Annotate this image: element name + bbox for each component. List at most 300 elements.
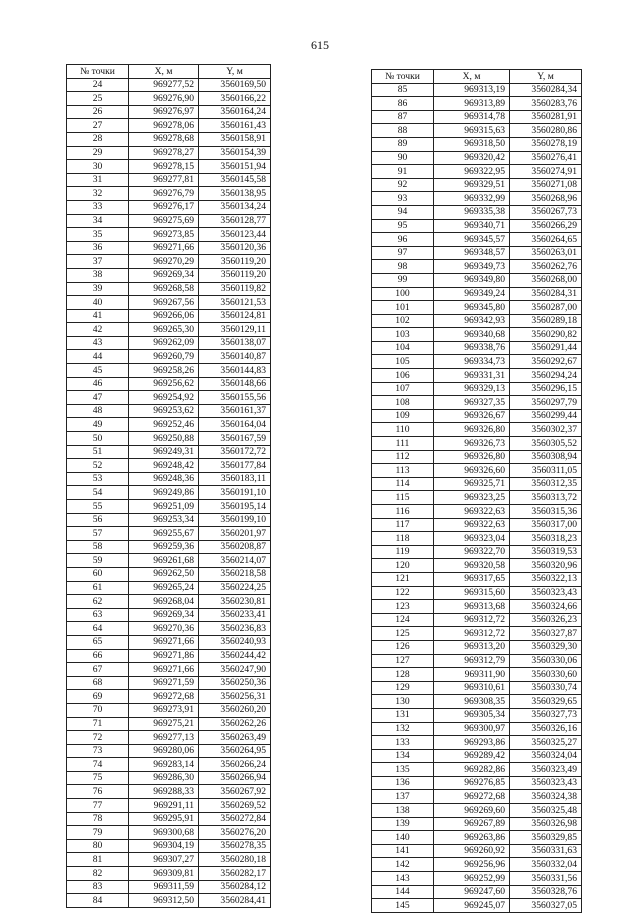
header-y-coordinate: Y, м — [510, 70, 582, 84]
cell-y-coordinate: 3560164,24 — [199, 105, 271, 119]
cell-x-coordinate: 969249,31 — [129, 445, 199, 459]
cell-x-coordinate: 969268,58 — [129, 282, 199, 296]
cell-point-number: 92 — [372, 178, 434, 192]
cell-point-number: 82 — [67, 867, 129, 881]
cell-x-coordinate: 969277,81 — [129, 173, 199, 187]
cell-x-coordinate: 969278,27 — [129, 146, 199, 160]
cell-y-coordinate: 3560164,04 — [199, 418, 271, 432]
cell-y-coordinate: 3560319,53 — [510, 545, 582, 559]
cell-y-coordinate: 3560247,90 — [199, 663, 271, 677]
cell-x-coordinate: 969260,92 — [434, 844, 510, 858]
table-row — [67, 867, 271, 881]
cell-point-number: 64 — [67, 622, 129, 636]
table-row — [67, 187, 271, 201]
cell-point-number: 43 — [67, 336, 129, 350]
cell-y-coordinate: 3560151,94 — [199, 160, 271, 174]
cell-point-number: 122 — [372, 586, 434, 600]
cell-y-coordinate: 3560284,31 — [510, 287, 582, 301]
cell-x-coordinate: 969276,17 — [129, 200, 199, 214]
table-row — [67, 377, 271, 391]
cell-y-coordinate: 3560299,44 — [510, 409, 582, 423]
cell-point-number: 138 — [372, 804, 434, 818]
cell-point-number: 109 — [372, 409, 434, 423]
cell-y-coordinate: 3560158,91 — [199, 132, 271, 146]
cell-point-number: 27 — [67, 119, 129, 133]
table-row — [372, 831, 582, 845]
cell-y-coordinate: 3560328,76 — [510, 885, 582, 899]
table-row — [372, 437, 582, 451]
cell-y-coordinate: 3560331,63 — [510, 844, 582, 858]
cell-y-coordinate: 3560260,20 — [199, 703, 271, 717]
cell-y-coordinate: 3560276,20 — [199, 826, 271, 840]
table-row — [372, 287, 582, 301]
table-row — [67, 676, 271, 690]
table-row — [67, 268, 271, 282]
cell-y-coordinate: 3560271,08 — [510, 178, 582, 192]
table-row — [67, 717, 271, 731]
cell-y-coordinate: 3560250,36 — [199, 676, 271, 690]
cell-y-coordinate: 3560312,35 — [510, 477, 582, 491]
cell-y-coordinate: 3560138,07 — [199, 336, 271, 350]
cell-point-number: 47 — [67, 391, 129, 405]
cell-x-coordinate: 969329,51 — [434, 178, 510, 192]
table-row — [67, 119, 271, 133]
table-row — [67, 323, 271, 337]
cell-y-coordinate: 3560214,07 — [199, 554, 271, 568]
cell-point-number: 40 — [67, 296, 129, 310]
cell-x-coordinate: 969320,42 — [434, 151, 510, 165]
cell-x-coordinate: 969307,27 — [129, 853, 199, 867]
cell-x-coordinate: 969311,90 — [434, 668, 510, 682]
cell-point-number: 85 — [372, 83, 434, 97]
cell-x-coordinate: 969322,63 — [434, 518, 510, 532]
table-row — [372, 763, 582, 777]
cell-point-number: 120 — [372, 559, 434, 573]
table-row — [67, 771, 271, 785]
cell-x-coordinate: 969312,50 — [129, 894, 199, 908]
cell-point-number: 68 — [67, 676, 129, 690]
cell-point-number: 111 — [372, 437, 434, 451]
cell-point-number: 121 — [372, 572, 434, 586]
cell-x-coordinate: 969311,59 — [129, 880, 199, 894]
table-row — [372, 545, 582, 559]
cell-x-coordinate: 969320,58 — [434, 559, 510, 573]
cell-x-coordinate: 969340,71 — [434, 219, 510, 233]
cell-x-coordinate: 969261,68 — [129, 554, 199, 568]
cell-point-number: 140 — [372, 831, 434, 845]
table-row — [372, 749, 582, 763]
cell-y-coordinate: 3560272,84 — [199, 812, 271, 826]
cell-point-number: 98 — [372, 260, 434, 274]
cell-y-coordinate: 3560284,12 — [199, 880, 271, 894]
cell-y-coordinate: 3560264,95 — [199, 744, 271, 758]
cell-x-coordinate: 969310,61 — [434, 681, 510, 695]
table-row — [67, 132, 271, 146]
cell-point-number: 59 — [67, 554, 129, 568]
table-row — [372, 790, 582, 804]
cell-y-coordinate: 3560329,85 — [510, 831, 582, 845]
cell-x-coordinate: 969253,62 — [129, 404, 199, 418]
cell-y-coordinate: 3560326,16 — [510, 722, 582, 736]
cell-x-coordinate: 969312,72 — [434, 627, 510, 641]
table-row — [67, 146, 271, 160]
cell-x-coordinate: 969255,67 — [129, 527, 199, 541]
cell-x-coordinate: 969300,97 — [434, 722, 510, 736]
cell-x-coordinate: 969265,30 — [129, 323, 199, 337]
cell-x-coordinate: 969334,73 — [434, 355, 510, 369]
cell-x-coordinate: 969259,36 — [129, 540, 199, 554]
table-row — [372, 804, 582, 818]
table-row — [372, 586, 582, 600]
cell-x-coordinate: 969271,59 — [129, 676, 199, 690]
cell-y-coordinate: 3560327,87 — [510, 627, 582, 641]
table-row — [67, 839, 271, 853]
table-row — [372, 844, 582, 858]
cell-point-number: 128 — [372, 668, 434, 682]
cell-point-number: 139 — [372, 817, 434, 831]
cell-y-coordinate: 3560264,65 — [510, 233, 582, 247]
cell-x-coordinate: 969270,29 — [129, 255, 199, 269]
cell-x-coordinate: 969270,36 — [129, 622, 199, 636]
cell-x-coordinate: 969312,72 — [434, 613, 510, 627]
cell-y-coordinate: 3560317,00 — [510, 518, 582, 532]
cell-x-coordinate: 969249,86 — [129, 486, 199, 500]
table-header-row — [372, 70, 582, 84]
table-row — [67, 731, 271, 745]
cell-x-coordinate: 969312,79 — [434, 654, 510, 668]
cell-x-coordinate: 969269,34 — [129, 608, 199, 622]
cell-x-coordinate: 969271,66 — [129, 241, 199, 255]
cell-x-coordinate: 969247,60 — [434, 885, 510, 899]
cell-x-coordinate: 969326,67 — [434, 409, 510, 423]
cell-point-number: 45 — [67, 364, 129, 378]
cell-point-number: 61 — [67, 581, 129, 595]
cell-point-number: 25 — [67, 92, 129, 106]
cell-x-coordinate: 969317,65 — [434, 572, 510, 586]
table-row — [67, 173, 271, 187]
table-row — [372, 559, 582, 573]
cell-point-number: 87 — [372, 110, 434, 124]
cell-point-number: 88 — [372, 124, 434, 138]
cell-point-number: 115 — [372, 491, 434, 505]
cell-x-coordinate: 969280,06 — [129, 744, 199, 758]
cell-y-coordinate: 3560155,56 — [199, 391, 271, 405]
table-row — [372, 776, 582, 790]
table-row — [67, 554, 271, 568]
cell-y-coordinate: 3560296,15 — [510, 382, 582, 396]
table-row — [372, 260, 582, 274]
cell-x-coordinate: 969267,89 — [434, 817, 510, 831]
cell-x-coordinate: 969265,24 — [129, 581, 199, 595]
table-row — [67, 459, 271, 473]
cell-x-coordinate: 969245,07 — [434, 899, 510, 913]
cell-y-coordinate: 3560320,96 — [510, 559, 582, 573]
cell-x-coordinate: 969314,78 — [434, 110, 510, 124]
cell-point-number: 126 — [372, 640, 434, 654]
table-row — [372, 885, 582, 899]
cell-x-coordinate: 969275,21 — [129, 717, 199, 731]
cell-y-coordinate: 3560218,58 — [199, 567, 271, 581]
cell-x-coordinate: 969271,66 — [129, 663, 199, 677]
cell-point-number: 80 — [67, 839, 129, 853]
cell-point-number: 79 — [67, 826, 129, 840]
cell-point-number: 69 — [67, 690, 129, 704]
cell-y-coordinate: 3560284,41 — [199, 894, 271, 908]
cell-y-coordinate: 3560278,19 — [510, 137, 582, 151]
cell-y-coordinate: 3560290,82 — [510, 328, 582, 342]
cell-y-coordinate: 3560325,48 — [510, 804, 582, 818]
table-row — [372, 899, 582, 913]
cell-point-number: 110 — [372, 423, 434, 437]
cell-y-coordinate: 3560280,86 — [510, 124, 582, 138]
cell-y-coordinate: 3560329,30 — [510, 640, 582, 654]
table-row — [372, 654, 582, 668]
table-row — [372, 695, 582, 709]
cell-x-coordinate: 969349,80 — [434, 273, 510, 287]
cell-x-coordinate: 969266,06 — [129, 309, 199, 323]
cell-x-coordinate: 969322,95 — [434, 165, 510, 179]
cell-y-coordinate: 3560297,79 — [510, 396, 582, 410]
cell-point-number: 129 — [372, 681, 434, 695]
cell-y-coordinate: 3560268,00 — [510, 273, 582, 287]
cell-point-number: 75 — [67, 771, 129, 785]
cell-y-coordinate: 3560262,76 — [510, 260, 582, 274]
cell-y-coordinate: 3560313,72 — [510, 491, 582, 505]
cell-point-number: 24 — [67, 78, 129, 92]
table-row — [67, 500, 271, 514]
cell-y-coordinate: 3560274,91 — [510, 165, 582, 179]
cell-point-number: 114 — [372, 477, 434, 491]
cell-point-number: 118 — [372, 532, 434, 546]
cell-y-coordinate: 3560129,11 — [199, 323, 271, 337]
cell-point-number: 134 — [372, 749, 434, 763]
table-row — [67, 799, 271, 813]
cell-x-coordinate: 969273,91 — [129, 703, 199, 717]
cell-x-coordinate: 969269,34 — [129, 268, 199, 282]
table-row — [372, 246, 582, 260]
cell-x-coordinate: 969340,68 — [434, 328, 510, 342]
table-row — [372, 708, 582, 722]
table-row — [67, 255, 271, 269]
table-row — [372, 613, 582, 627]
table-row — [372, 722, 582, 736]
cell-x-coordinate: 969326,80 — [434, 450, 510, 464]
cell-x-coordinate: 969323,04 — [434, 532, 510, 546]
table-row — [372, 219, 582, 233]
cell-point-number: 55 — [67, 500, 129, 514]
cell-point-number: 63 — [67, 608, 129, 622]
table-row — [372, 464, 582, 478]
table-row — [372, 872, 582, 886]
table-row — [372, 273, 582, 287]
cell-y-coordinate: 3560233,41 — [199, 608, 271, 622]
cell-point-number: 132 — [372, 722, 434, 736]
cell-x-coordinate: 969283,14 — [129, 758, 199, 772]
cell-point-number: 125 — [372, 627, 434, 641]
cell-point-number: 123 — [372, 600, 434, 614]
cell-y-coordinate: 3560291,44 — [510, 341, 582, 355]
cell-y-coordinate: 3560302,37 — [510, 423, 582, 437]
header-point-number: № точки — [372, 70, 434, 84]
cell-point-number: 81 — [67, 853, 129, 867]
cell-y-coordinate: 3560161,37 — [199, 404, 271, 418]
table-row — [67, 622, 271, 636]
cell-x-coordinate: 969326,80 — [434, 423, 510, 437]
table-row — [67, 432, 271, 446]
cell-point-number: 119 — [372, 545, 434, 559]
cell-x-coordinate: 969349,24 — [434, 287, 510, 301]
cell-x-coordinate: 969326,60 — [434, 464, 510, 478]
cell-y-coordinate: 3560289,18 — [510, 314, 582, 328]
cell-point-number: 78 — [67, 812, 129, 826]
table-row — [372, 355, 582, 369]
cell-point-number: 50 — [67, 432, 129, 446]
cell-y-coordinate: 3560266,24 — [199, 758, 271, 772]
table-row — [67, 486, 271, 500]
cell-y-coordinate: 3560331,56 — [510, 872, 582, 886]
cell-y-coordinate: 3560195,14 — [199, 500, 271, 514]
cell-point-number: 38 — [67, 268, 129, 282]
cell-point-number: 60 — [67, 567, 129, 581]
table-row — [372, 423, 582, 437]
table-row — [67, 581, 271, 595]
cell-point-number: 105 — [372, 355, 434, 369]
cell-y-coordinate: 3560324,66 — [510, 600, 582, 614]
cell-x-coordinate: 969342,93 — [434, 314, 510, 328]
cell-y-coordinate: 3560315,36 — [510, 505, 582, 519]
table-row — [67, 364, 271, 378]
table-row — [67, 418, 271, 432]
table-row — [372, 477, 582, 491]
cell-point-number: 71 — [67, 717, 129, 731]
cell-y-coordinate: 3560308,94 — [510, 450, 582, 464]
cell-x-coordinate: 969273,85 — [129, 228, 199, 242]
cell-point-number: 127 — [372, 654, 434, 668]
cell-y-coordinate: 3560166,22 — [199, 92, 271, 106]
cell-x-coordinate: 969248,36 — [129, 472, 199, 486]
cell-point-number: 137 — [372, 790, 434, 804]
cell-point-number: 94 — [372, 205, 434, 219]
cell-point-number: 104 — [372, 341, 434, 355]
cell-point-number: 52 — [67, 459, 129, 473]
cell-point-number: 116 — [372, 505, 434, 519]
cell-point-number: 93 — [372, 192, 434, 206]
cell-y-coordinate: 3560124,81 — [199, 309, 271, 323]
cell-y-coordinate: 3560119,20 — [199, 268, 271, 282]
cell-point-number: 56 — [67, 513, 129, 527]
cell-x-coordinate: 969272,68 — [129, 690, 199, 704]
cell-x-coordinate: 969253,34 — [129, 513, 199, 527]
cell-y-coordinate: 3560325,27 — [510, 736, 582, 750]
cell-y-coordinate: 3560311,05 — [510, 464, 582, 478]
table-header-row — [67, 65, 271, 79]
cell-point-number: 99 — [372, 273, 434, 287]
header-x-coordinate: X, м — [434, 70, 510, 84]
table-row — [372, 205, 582, 219]
table-row — [67, 282, 271, 296]
cell-y-coordinate: 3560329,65 — [510, 695, 582, 709]
cell-y-coordinate: 3560224,25 — [199, 581, 271, 595]
cell-point-number: 106 — [372, 369, 434, 383]
table-row — [67, 296, 271, 310]
table-row — [372, 165, 582, 179]
cell-point-number: 103 — [372, 328, 434, 342]
cell-point-number: 58 — [67, 540, 129, 554]
header-y-coordinate: Y, м — [199, 65, 271, 79]
cell-y-coordinate: 3560267,73 — [510, 205, 582, 219]
cell-point-number: 108 — [372, 396, 434, 410]
table-row — [372, 369, 582, 383]
cell-point-number: 113 — [372, 464, 434, 478]
cell-point-number: 26 — [67, 105, 129, 119]
cell-point-number: 117 — [372, 518, 434, 532]
cell-point-number: 53 — [67, 472, 129, 486]
cell-x-coordinate: 969277,13 — [129, 731, 199, 745]
cell-y-coordinate: 3560256,31 — [199, 690, 271, 704]
cell-x-coordinate: 969252,99 — [434, 872, 510, 886]
table-row — [372, 328, 582, 342]
cell-y-coordinate: 3560119,82 — [199, 282, 271, 296]
cell-y-coordinate: 3560327,73 — [510, 708, 582, 722]
cell-x-coordinate: 969295,91 — [129, 812, 199, 826]
cell-point-number: 44 — [67, 350, 129, 364]
table-row — [372, 668, 582, 682]
cell-point-number: 112 — [372, 450, 434, 464]
table-row — [67, 336, 271, 350]
cell-point-number: 30 — [67, 160, 129, 174]
cell-point-number: 29 — [67, 146, 129, 160]
cell-y-coordinate: 3560144,83 — [199, 364, 271, 378]
table-row — [67, 445, 271, 459]
table-row — [372, 341, 582, 355]
cell-x-coordinate: 969258,26 — [129, 364, 199, 378]
cell-y-coordinate: 3560324,38 — [510, 790, 582, 804]
cell-point-number: 135 — [372, 763, 434, 777]
cell-x-coordinate: 969288,33 — [129, 785, 199, 799]
coordinates-table-right — [371, 69, 582, 913]
cell-y-coordinate: 3560138,95 — [199, 187, 271, 201]
cell-point-number: 101 — [372, 301, 434, 315]
table-row — [67, 690, 271, 704]
cell-point-number: 89 — [372, 137, 434, 151]
cell-point-number: 35 — [67, 228, 129, 242]
cell-x-coordinate: 969271,86 — [129, 649, 199, 663]
table-row — [372, 137, 582, 151]
cell-y-coordinate: 3560134,24 — [199, 200, 271, 214]
cell-x-coordinate: 969313,68 — [434, 600, 510, 614]
cell-x-coordinate: 969286,30 — [129, 771, 199, 785]
cell-y-coordinate: 3560172,72 — [199, 445, 271, 459]
cell-point-number: 31 — [67, 173, 129, 187]
table-row — [372, 600, 582, 614]
cell-y-coordinate: 3560123,44 — [199, 228, 271, 242]
cell-y-coordinate: 3560120,36 — [199, 241, 271, 255]
cell-y-coordinate: 3560324,04 — [510, 749, 582, 763]
cell-y-coordinate: 3560148,66 — [199, 377, 271, 391]
cell-point-number: 136 — [372, 776, 434, 790]
cell-y-coordinate: 3560327,05 — [510, 899, 582, 913]
cell-point-number: 74 — [67, 758, 129, 772]
cell-y-coordinate: 3560201,97 — [199, 527, 271, 541]
table-row — [67, 826, 271, 840]
cell-y-coordinate: 3560128,77 — [199, 214, 271, 228]
table-row — [372, 83, 582, 97]
cell-x-coordinate: 969262,50 — [129, 567, 199, 581]
cell-x-coordinate: 969289,42 — [434, 749, 510, 763]
cell-y-coordinate: 3560318,23 — [510, 532, 582, 546]
cell-x-coordinate: 969345,57 — [434, 233, 510, 247]
cell-x-coordinate: 969256,96 — [434, 858, 510, 872]
